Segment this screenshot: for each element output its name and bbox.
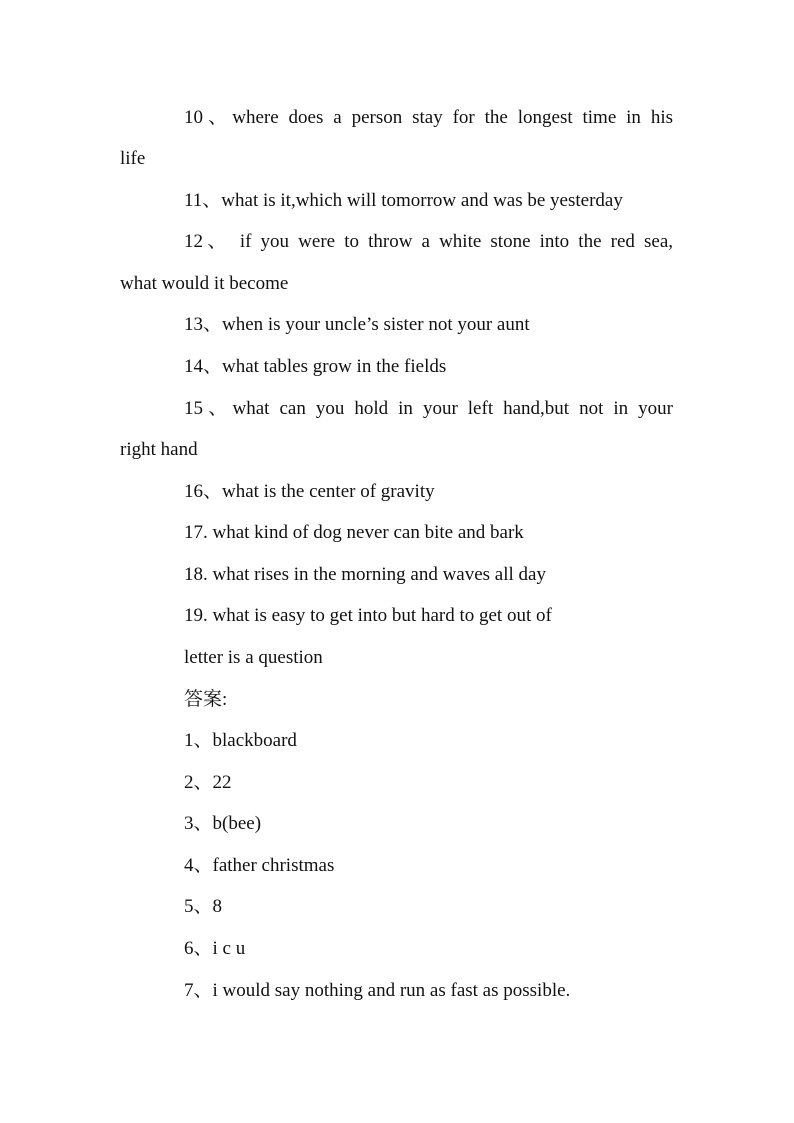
question-19: 19. what is easy to get into but hard to get out of [184, 605, 552, 626]
question-11: 11、what is it,which will tomorrow and was be yesterday [184, 190, 623, 211]
answer-2: 2、22 [184, 772, 232, 793]
answer-7: 7、i would say nothing and run as fast as possible. [184, 980, 571, 1001]
question-letter: letter is a question [184, 647, 323, 668]
question-18: 18. what rises in the morning and waves all day [184, 564, 546, 585]
answer-1: 1、blackboard [184, 730, 297, 751]
answer-3: 3、b(bee) [184, 813, 262, 834]
question-10-line-2: life [120, 148, 146, 169]
question-12-line-2: what would it become [120, 273, 289, 294]
question-12-line-1: 12、 if you were to throw a white stone into the red sea, [184, 231, 673, 252]
answer-4: 4、father christmas [184, 855, 335, 876]
question-10-line-1: 10、where does a person stay for the longest time in his [184, 107, 673, 128]
question-13: 13、when is your uncle’s sister not your aunt [184, 314, 530, 335]
question-15-line-1: 15、what can you hold in your left hand,but not in your [184, 398, 673, 419]
question-15-line-2: right hand [120, 439, 198, 460]
question-16: 16、what is the center of gravity [184, 481, 435, 502]
answer-5: 5、8 [184, 896, 223, 917]
answer-6: 6、i c u [184, 938, 246, 959]
answers-heading: 答案: [184, 689, 228, 710]
question-17: 17. what kind of dog never can bite and bark [184, 522, 524, 543]
question-14: 14、what tables grow in the fields [184, 356, 447, 377]
